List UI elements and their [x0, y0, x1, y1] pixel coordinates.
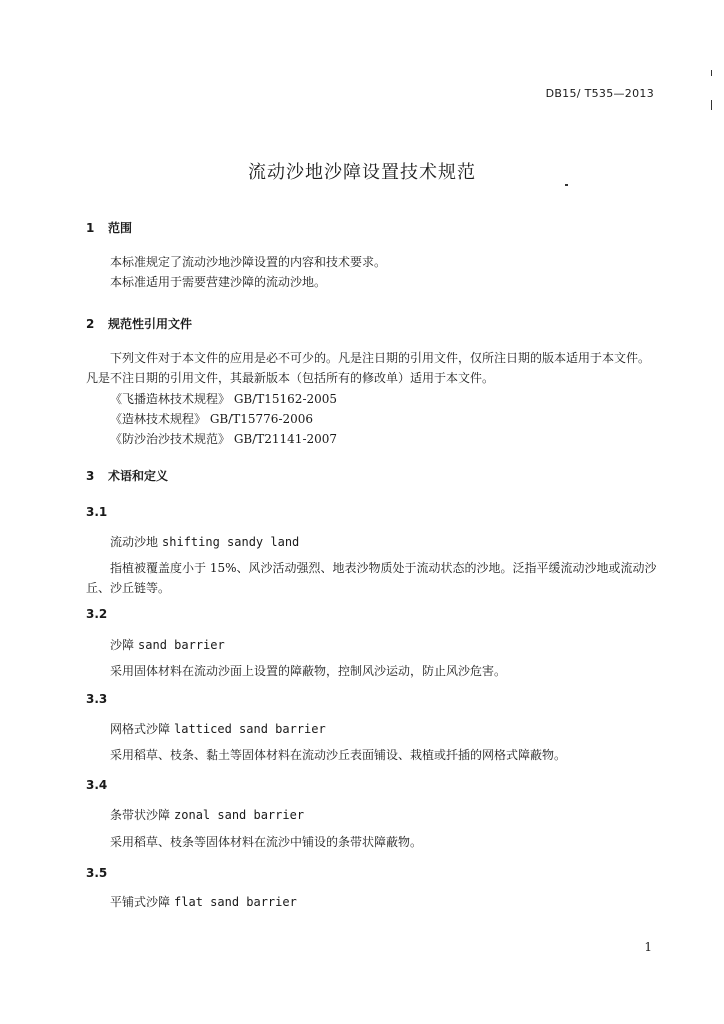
term-zh: 流动沙地: [110, 535, 159, 549]
term-zh: 网格式沙障: [110, 722, 171, 736]
term-title: [110, 720, 326, 737]
term-en: sand barrier: [138, 638, 225, 652]
term-title: [110, 636, 225, 653]
section-title: 规范性引用文件: [108, 317, 193, 331]
paragraph: 下列文件对于本文件的应用是必不可少的。凡是注日期的引用文件，仅所注日期的版本适用于本文件。凡是不注日期的引用文件，其最新版本（包括所有的修改单）适用于本文件。: [86, 351, 651, 385]
section-number: 2: [86, 317, 95, 331]
term-definition: 采用稻草、枝条等固体材料在流沙中铺设的条带状障蔽物。: [110, 835, 423, 849]
term-title: [110, 893, 297, 910]
scan-speck: [711, 70, 712, 76]
paragraph: 本标准适用于需要营建沙障的流动沙地。: [110, 275, 327, 289]
document-title: 流动沙地沙障设置技术规范: [248, 162, 476, 183]
term-zh: 条带状沙障: [110, 808, 171, 822]
term-definition: 采用固体材料在流动沙面上设置的障蔽物，控制风沙运动，防止风沙危害。: [110, 664, 507, 678]
term-zh: 沙障: [110, 638, 135, 652]
term-definition: 采用稻草、枝条、黏土等固体材料在流动沙丘表面铺设、栽植或扦插的网格式障蔽物。: [110, 748, 567, 762]
section-title: 范围: [108, 221, 133, 235]
section-title: 术语和定义: [108, 469, 169, 483]
section-number: 3: [86, 469, 95, 483]
reference-item: 《飞播造林技术规程》 GB/T15162-2005: [110, 392, 338, 406]
section-3-heading: [86, 467, 168, 484]
reference-item: 《防沙治沙技术规范》 GB/T21141-2007: [110, 432, 338, 446]
scan-speck: [711, 100, 712, 110]
scan-speck: [565, 184, 568, 186]
term-number: 3.3: [86, 692, 108, 706]
term-title: [110, 533, 299, 550]
term-number: 3.5: [86, 866, 108, 880]
term-number: 3.4: [86, 778, 108, 792]
term-definition: 指植被覆盖度小于 15%、风沙活动强烈、地表沙物质处于流动状态的沙地。泛指平缓流动沙地或流动沙丘、沙丘链等。: [86, 561, 657, 595]
term-en: shifting sandy land: [162, 535, 300, 549]
term-en: zonal sand barrier: [174, 808, 305, 822]
term-en: latticed sand barrier: [174, 722, 326, 736]
standard-number: DB15/ T535—2013: [545, 87, 654, 100]
term-number: 3.2: [86, 607, 108, 621]
page-number: 1: [644, 940, 652, 954]
reference-item: 《造林技术规程》 GB/T15776-2006: [110, 412, 314, 426]
term-en: flat sand barrier: [174, 895, 297, 909]
section-1-heading: [86, 219, 132, 236]
term-zh: 平铺式沙障: [110, 895, 171, 909]
paragraph: 本标准规定了流动沙地沙障设置的内容和技术要求。: [110, 255, 387, 269]
term-title: [110, 806, 304, 823]
section-2-heading: [86, 315, 192, 332]
term-number: 3.1: [86, 505, 108, 519]
section-number: 1: [86, 221, 95, 235]
